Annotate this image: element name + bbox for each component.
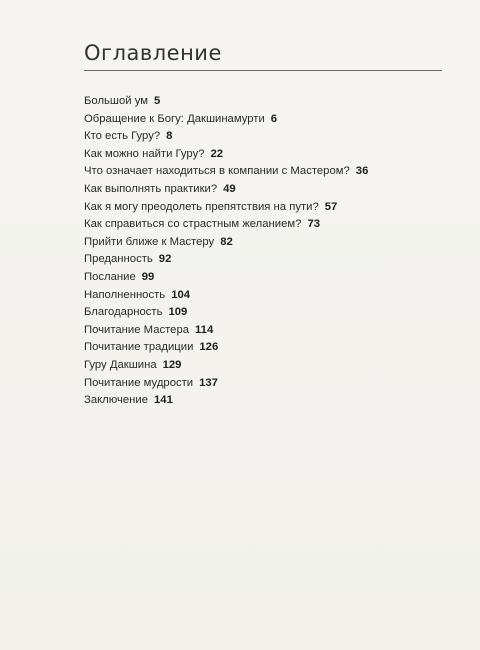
toc-entry-title: Как выполнять практики? <box>84 182 218 195</box>
toc-entry-title: Послание <box>84 270 136 283</box>
toc-entry-page: 49 <box>223 182 236 195</box>
toc-entry-title: Почитание Мастера <box>84 323 190 336</box>
toc-entry[interactable] <box>84 146 444 164</box>
toc-entry[interactable] <box>84 287 444 305</box>
toc-entry-page: 82 <box>220 235 233 248</box>
toc-header <box>84 38 442 68</box>
toc-entry-title: Наполненность <box>84 288 166 301</box>
toc-entry[interactable] <box>84 339 444 357</box>
toc-entry[interactable] <box>84 234 444 252</box>
toc-entry[interactable] <box>84 304 444 322</box>
toc-entry[interactable] <box>84 251 444 269</box>
toc-entry-title: Почитание традиции <box>84 341 194 354</box>
toc-entry-page: 104 <box>171 288 191 301</box>
toc-entry-title: Гуру Дакшина <box>84 358 157 371</box>
toc-list <box>84 93 444 410</box>
toc-entry-page: 126 <box>199 341 219 354</box>
toc-entry-page: 99 <box>141 270 155 283</box>
toc-entry-title: Обращение к Богу: Дакшинамурти <box>84 112 265 125</box>
title-divider <box>84 70 442 71</box>
toc-entry-title: Как я могу преодолеть препятствия на пути? <box>84 200 319 213</box>
toc-entry-title: Заключение <box>84 394 148 407</box>
toc-entry-page: 114 <box>195 323 214 336</box>
toc-entry-title: Большой ум <box>84 95 149 107</box>
toc-entry-title: Прийти ближе к Мастеру <box>84 235 215 248</box>
toc-entry-title: Что означает находиться в компании с Мастером? <box>84 165 350 178</box>
toc-entry-page: 141 <box>154 394 173 407</box>
toc-entry-page: 22 <box>210 147 224 160</box>
toc-entry-page: 36 <box>355 165 369 178</box>
toc-entry[interactable] <box>84 322 444 340</box>
toc-entry-page: 137 <box>199 376 218 389</box>
toc-entry[interactable] <box>84 199 444 217</box>
toc-entry-page: 92 <box>158 253 172 266</box>
toc-entry-page: 8 <box>166 130 173 143</box>
toc-entry-title: Благодарность <box>84 306 163 319</box>
toc-entry-page: 129 <box>162 358 182 371</box>
toc-entry[interactable] <box>84 93 444 111</box>
toc-entry-title: Кто есть Гуру? <box>84 130 161 143</box>
toc-entry[interactable] <box>84 163 444 181</box>
toc-entry[interactable] <box>84 269 444 287</box>
toc-entry-page: 109 <box>168 306 188 319</box>
toc-entry-page: 57 <box>324 200 338 213</box>
toc-entry-page: 6 <box>270 112 278 125</box>
toc-entry[interactable] <box>84 357 444 375</box>
toc-entry[interactable] <box>84 216 444 234</box>
toc-entry-title: Преданность <box>84 253 153 266</box>
toc-entry[interactable] <box>84 111 444 129</box>
toc-entry[interactable] <box>84 392 444 410</box>
toc-entry[interactable] <box>84 181 444 199</box>
toc-entry-title: Как справиться со страстным желанием? <box>84 218 302 231</box>
toc-entry-title: Почитание мудрости <box>84 376 194 389</box>
toc-entry-title: Как можно найти Гуру? <box>84 147 205 160</box>
toc-entry-page: 73 <box>307 218 321 231</box>
toc-entry[interactable] <box>84 128 444 146</box>
page-title: Оглавление <box>84 41 222 65</box>
toc-entry[interactable] <box>84 375 444 393</box>
toc-entry-page: 5 <box>154 95 161 107</box>
